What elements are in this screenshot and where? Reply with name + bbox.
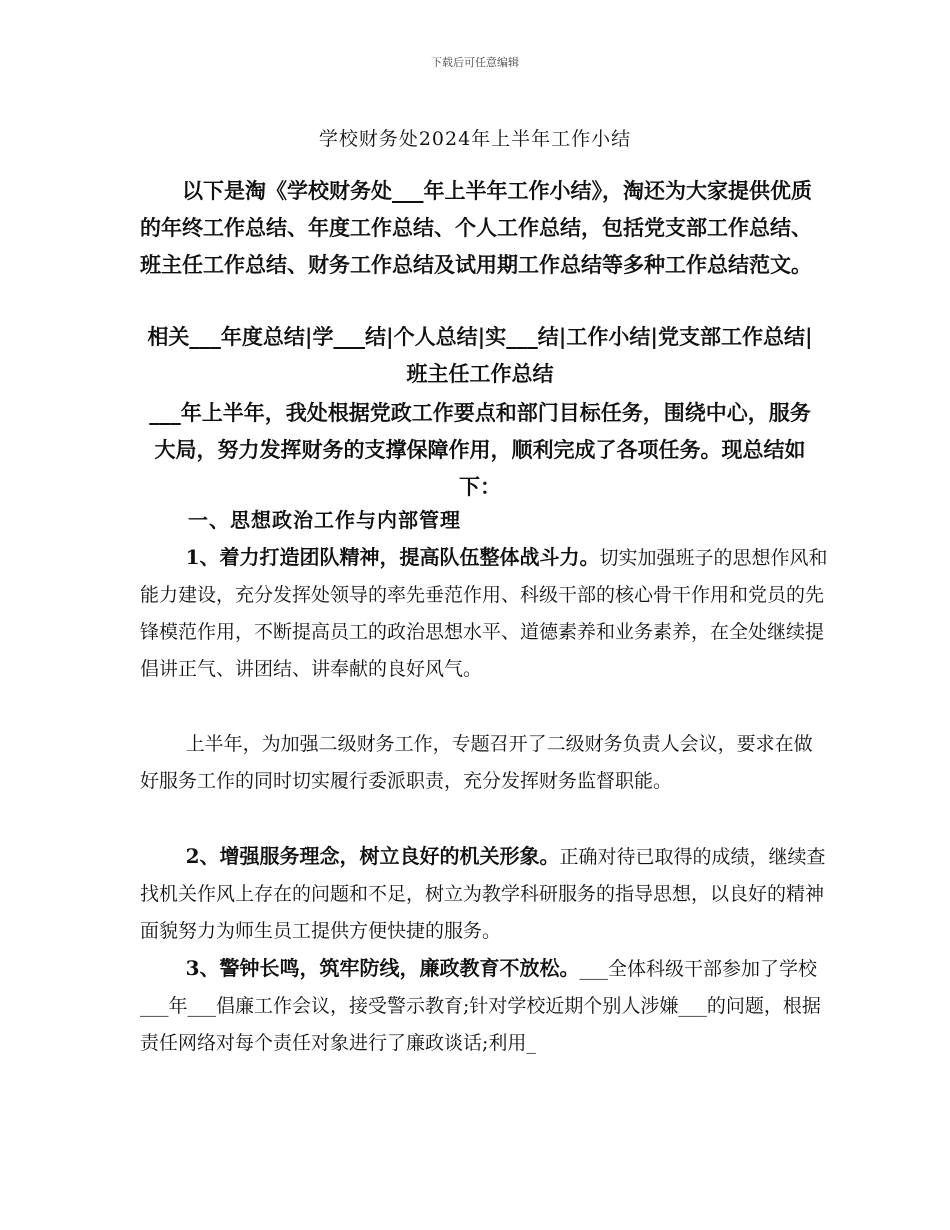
item-3-paragraph [140, 950, 830, 1062]
item-1-paragraph [140, 539, 830, 688]
item-2-body: 正确对待已取得的成绩，继续查找机关作风上存在的问题和不足，树立为教学科研服务的指导思想，以良好的精神面貌努力为师生员工提供方便快捷的服务。 [140, 846, 826, 942]
section-heading: 一、思想政治工作与内部管理 [188, 508, 461, 532]
item-3-body: ___全体科级干部参加了学校___年___倡廉工作会议，接受警示教育;针对学校近期个别人涉嫌___的问题，根据责任网络对每个责任对象进行了廉政谈话;利用_ [140, 958, 821, 1054]
item-1-body: 切实加强班子的思想作风和能力建设，充分发挥处领导的率先垂范作用、科级干部的核心骨干作用和党员的先锋模范作用，不断提高员工的政治思想水平、道德素养和业务素养，在全处继续提倡讲正气、讲团结、讲奉献的良好风气。 [140, 547, 828, 680]
document-title: 学校财务处2024年上半年工作小结 [318, 128, 632, 150]
upper-half-paragraph: 上半年，为加强二级财务工作，专题召开了二级财务负责人会议，要求在做好服务工作的同时切实履行委派职责，充分发挥财务监督职能。 [140, 733, 813, 792]
item-2-lead: 2、增强服务理念，树立良好的机关形象。 [185, 844, 560, 868]
item-1-lead: 1、着力打造团队精神，提高队伍整体战斗力。 [185, 545, 600, 569]
item-3-lead: 3、警钟长鸣，筑牢防线，廉政教育不放松。 [185, 956, 580, 980]
summary-paragraph: ___年上半年，我处根据党政工作要点和部门目标任务，围绕中心，服务大局，努力发挥财务的支撑保障作用，顺利完成了各项任务。现总结如下： [149, 400, 811, 499]
item-2-paragraph [140, 838, 830, 950]
related-links-line: 相关___年度总结|学___结|个人总结|实___结|工作小结|党支部工作总结|班主任工作总结 [147, 324, 813, 386]
intro-paragraph: 以下是淘《学校财务处___年上半年工作小结》，淘还为大家提供优质的年终工作总结、年度工作总结、个人工作总结，包括党支部工作总结、班主任工作总结、财务工作总结及试用期工作总结等多种工作总结范文。 [140, 178, 812, 277]
download-note: 下载后可任意编辑 [431, 56, 519, 69]
